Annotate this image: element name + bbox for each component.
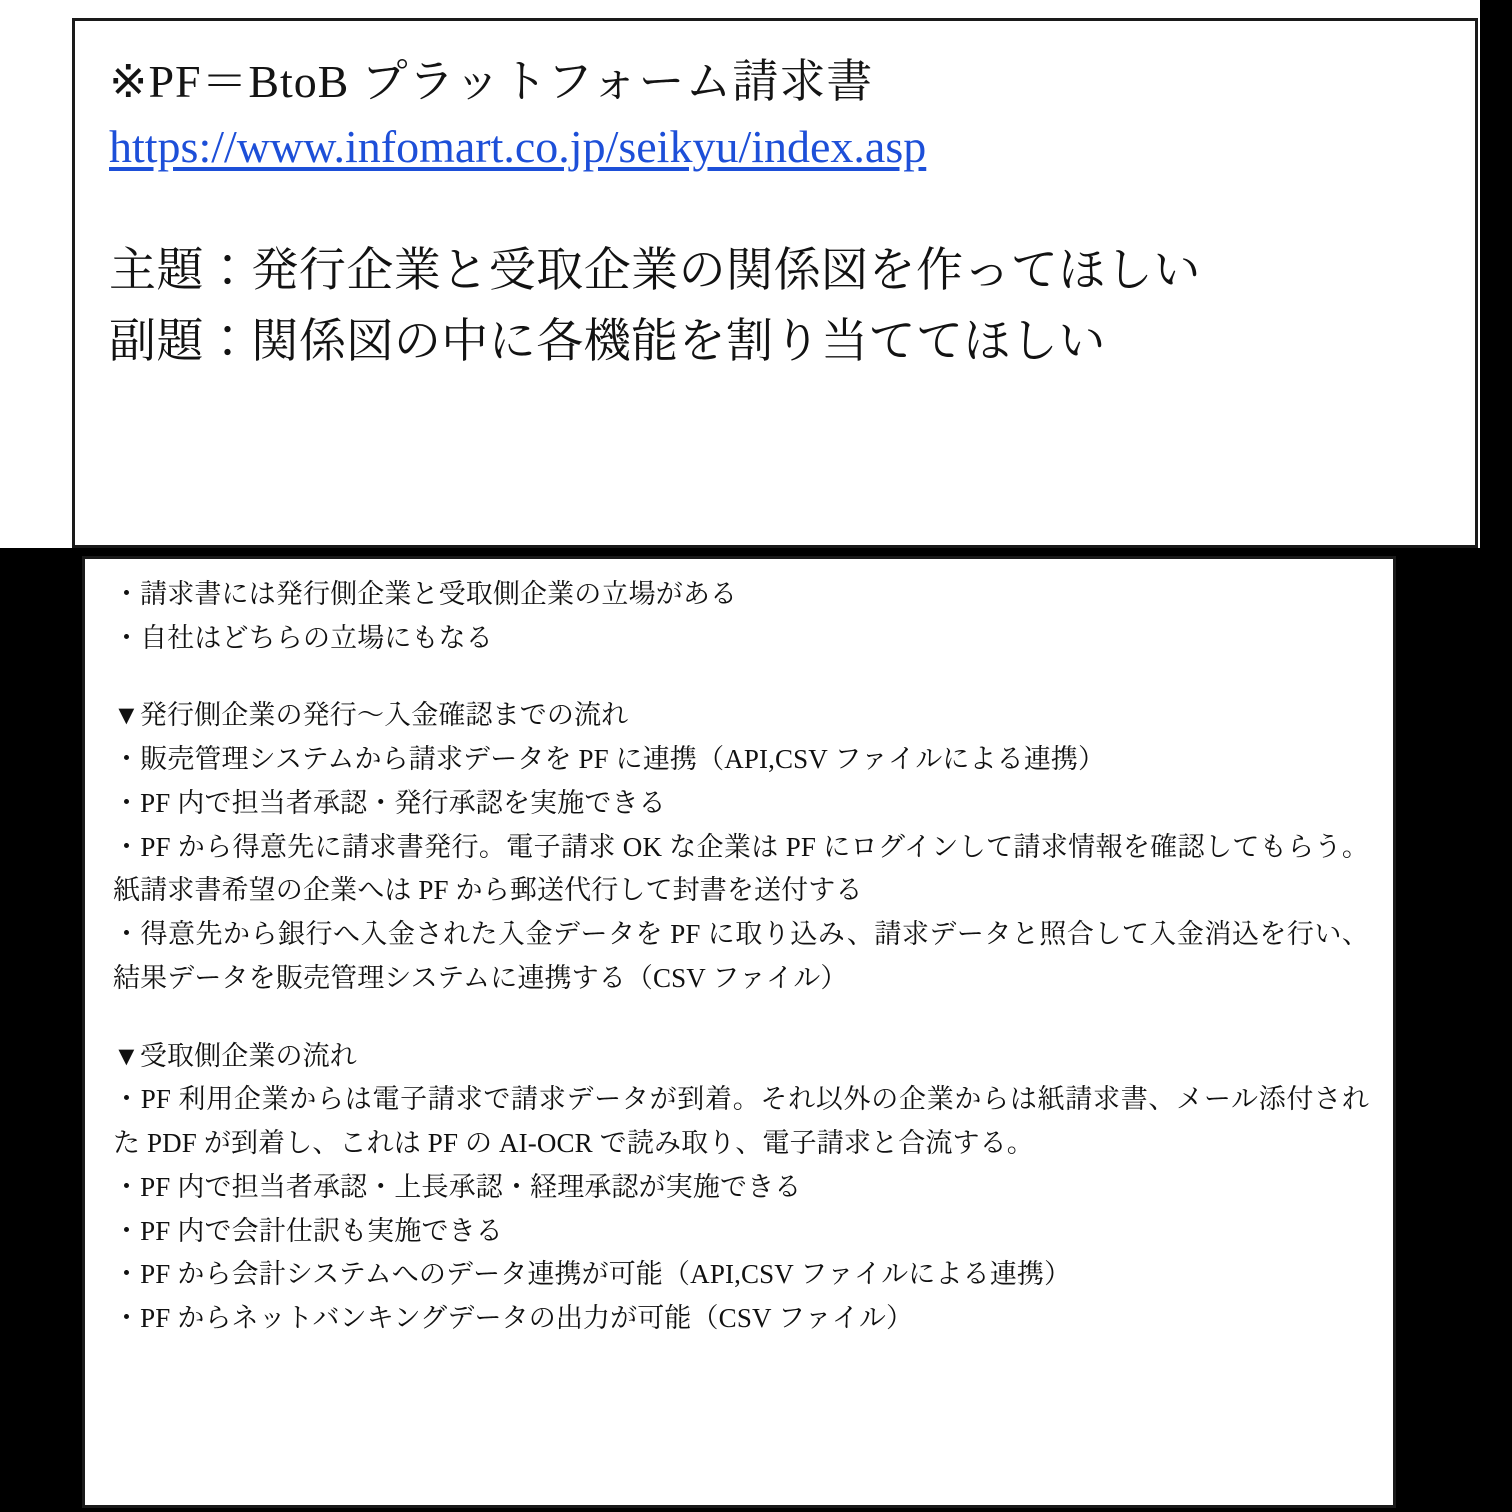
body-panel — [82, 556, 1396, 1508]
issuer-item-2: ・PF 内で担当者承認・発行承認を実施できる — [113, 787, 666, 818]
receiver-section-heading: ▼受取側企業の流れ — [113, 1040, 357, 1071]
receiver-item-1: ・PF 利用企業からは電子請求で請求データが到着。それ以外の企業からは紙請求書、メール添付された PDF が到着し、これは PF の AI-OCR で読み取り、電子請求と合流する。 — [113, 1084, 1369, 1159]
intro-item-2: ・自社はどちらの立場にもなる — [113, 622, 493, 653]
body-content — [85, 559, 1393, 1341]
section-spacer-1 — [113, 660, 1369, 694]
receiver-item-5: ・PF からネットバンキングデータの出力が可能（CSV ファイル） — [113, 1303, 914, 1334]
issuer-item-1: ・販売管理システムから請求データを PF に連携（API,CSV ファイルによる連携） — [113, 744, 1106, 775]
receiver-item-3: ・PF 内で会計仕訳も実施できる — [113, 1215, 503, 1246]
section-spacer-2 — [113, 1001, 1369, 1035]
intro-item-1: ・請求書には発行側企業と受取側企業の立場がある — [113, 579, 738, 609]
title-panel — [0, 0, 1480, 548]
subject-line: 主題：発行企業と受取企業の関係図を作ってほしい — [109, 244, 1201, 297]
issuer-item-4: ・得意先から銀行へ入金された入金データを PF に取り込み、請求データと照合して入金消込を行い、結果データを販売管理システムに連携する（CSV ファイル） — [113, 919, 1369, 993]
title-panel-frame — [72, 18, 1478, 548]
receiver-item-2: ・PF 内で担当者承認・上長承認・経理承認が実施できる — [113, 1171, 802, 1202]
platform-url-link[interactable]: https://www.infomart.co.jp/seikyu/index.asp — [109, 121, 927, 173]
platform-note-line: ※PF＝BtoB プラットフォーム請求書 — [109, 56, 874, 107]
issuer-item-3: ・PF から得意先に請求書発行。電子請求 OK な企業は PF にログインして請求情報を確認してもらう。紙請求書希望の企業へは PF から郵送代行して封書を送付する — [113, 831, 1369, 906]
subtitle-line: 副題：関係図の中に各機能を割り当ててほしい — [109, 316, 1106, 369]
title-spacer — [109, 180, 1441, 236]
issuer-section-heading: ▼発行側企業の発行〜入金確認までの流れ — [113, 700, 629, 731]
receiver-item-4: ・PF から会計システムへのデータ連携が可能（API,CSV ファイルによる連携） — [113, 1259, 1072, 1290]
